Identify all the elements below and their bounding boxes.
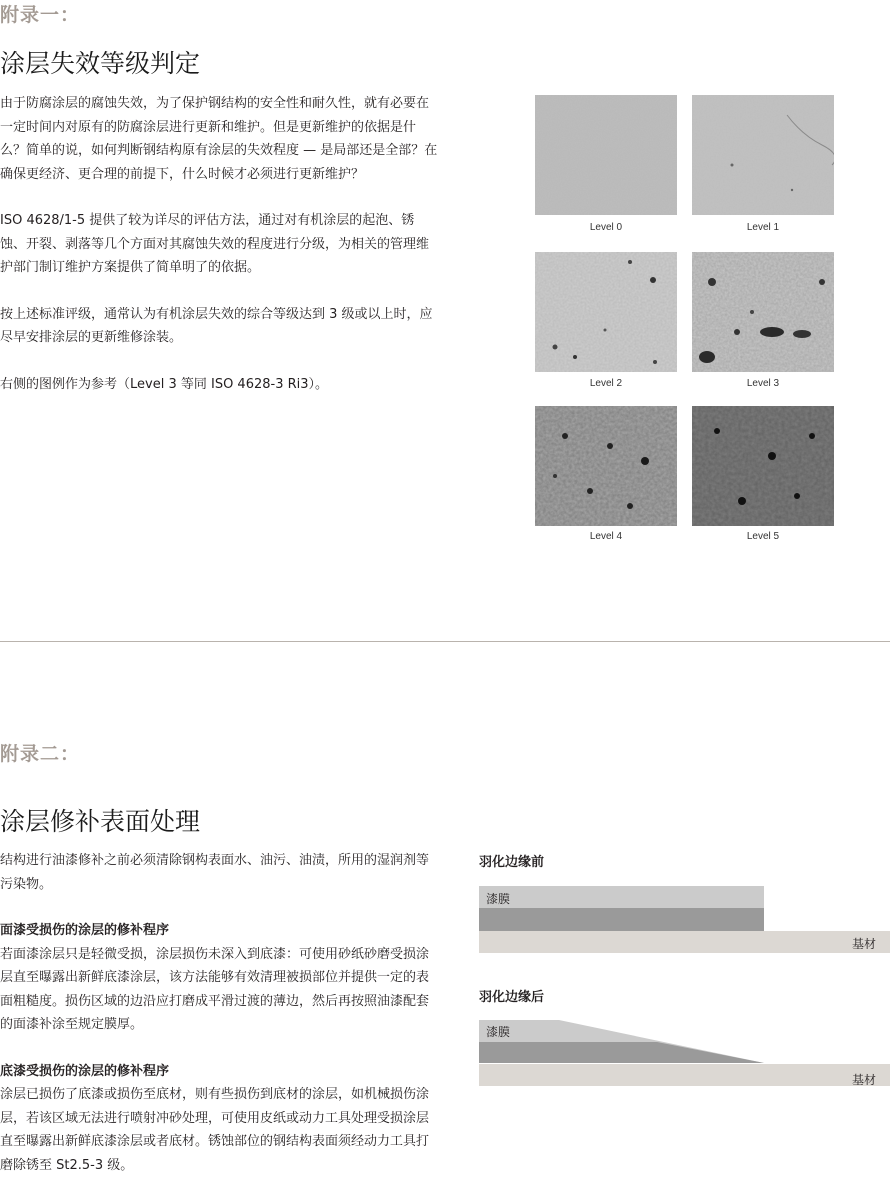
before-film-top-layer [479,886,764,908]
level-5-caption: Level 5 [746,531,780,542]
appendix2-label: 附录二： [0,743,81,765]
appendix2-intro: 结构进行油漆修补之前必须清除钢构表面水、油污、油渍，所用的湿润剂等污染物。 [0,853,430,892]
level-1-caption: Level 1 [746,222,780,233]
before-substrate-layer [479,931,890,953]
appendix1-paragraph-3: 按上述标准评级，通常认为有机涂层失效的综合等级达到 3 级或以上时，应尽早安排涂层的更新维修涂装。 [0,306,433,345]
level-2-sample-image [535,252,677,372]
appendix1-paragraph-2: ISO 4628/1-5 提供了较为详尽的评估方法，通过对有机涂层的起泡、锈蚀、开裂、剥落等几个方面对其腐蚀失效的程度进行分级，为相关的管理维护部门制订维护方案提供了简单明了的依据。 [0,213,430,275]
appendix2-title: 涂层修补表面处理 [0,807,201,836]
level-4-caption: Level 4 [589,531,623,542]
level-1-sample-image [692,95,834,215]
topcoat-repair-text: 若面漆涂层只是轻微受损，涂层损伤未深入到底漆：可使用砂纸砂磨受损涂层直至曝露出新鲜底漆涂层，该方法能够有效清理被损部位并提供一定的表面粗糙度。损伤区域的边沿应打磨成平滑过渡的薄边，然后再按照油漆配套的面漆补涂至规定膜厚。 [0,946,430,1032]
level-2-caption: Level 2 [589,378,623,389]
diagram-before-title: 羽化边缘前 [479,855,545,870]
primer-repair-heading: 底漆受损伤的涂层的修补程序 [0,1063,170,1079]
before-film-mid-layer [479,908,764,931]
primer-repair-text: 涂层已损伤了底漆或损伤至底材，则有些损伤到底材的涂层，如机械损伤涂层，若该区域无法进行喷射冲砂处理，可使用皮纸或动力工具处理受损涂层直至曝露出新鲜底漆涂层或者底材。锈蚀部位的钢结构表面须经动力工具打磨除锈至 St2.5-3 级。 [0,1087,430,1173]
appendix2-body [0,849,440,1177]
level-0-caption: Level 0 [589,222,623,233]
appendix1-paragraph-1: 由于防腐涂层的腐蚀失效，为了保护钢结构的安全性和耐久性，就有必要在一定时间内对原有的防腐涂层进行更新和维护。但是更新维护的依据是什么？简单的说，如何判断钢结构原有涂层的失效程度 — 是局部还是全部？在确保更经济、更合理的前提下，什么时候才必须进行更新维护？ [0,96,438,182]
level-3-sample-image [692,252,834,372]
level-5-sample-image [692,406,834,526]
before-substrate-label: 基材 [852,937,877,951]
level-4-sample-image [535,406,677,526]
after-film-label: 漆膜 [486,1025,511,1039]
level-0-sample-image [535,95,677,215]
diagram-after-title: 羽化边缘后 [479,990,545,1005]
before-film-label: 漆膜 [486,892,511,906]
after-substrate-label: 基材 [852,1073,877,1087]
after-feathered-layers [479,1020,890,1087]
appendix1-paragraph-4: 右侧的图例作为参考（Level 3 等同 ISO 4628-3 Ri3）。 [0,376,329,392]
section-divider [0,641,890,642]
appendix1-label: 附录一： [0,4,81,26]
appendix1-title: 涂层失效等级判定 [0,49,201,78]
level-3-caption: Level 3 [746,378,780,389]
topcoat-repair-heading: 面漆受损伤的涂层的修补程序 [0,923,170,938]
appendix1-body [0,92,440,396]
